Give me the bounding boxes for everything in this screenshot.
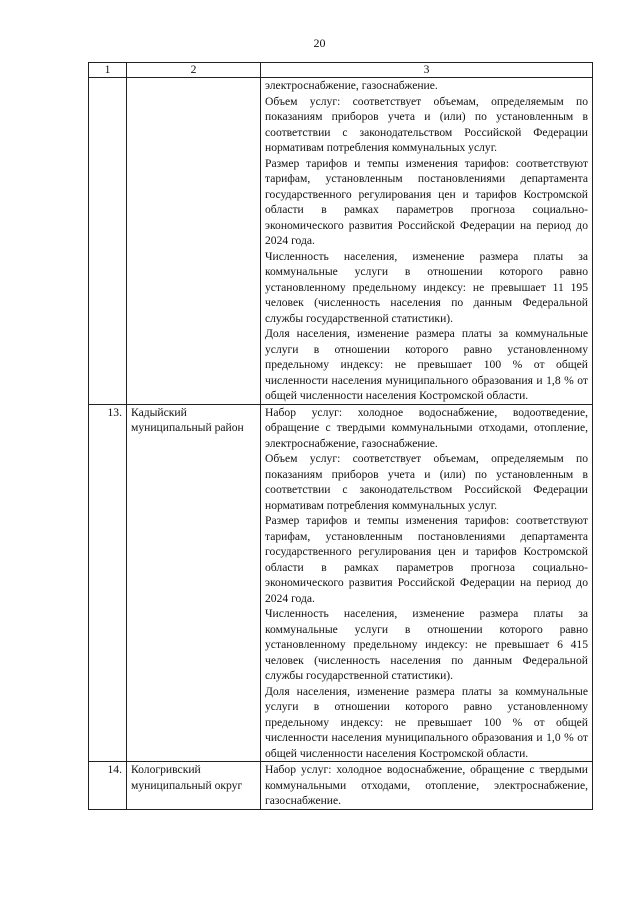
services-description — [261, 404, 593, 762]
row-number — [89, 78, 127, 405]
table-row-13 — [89, 404, 593, 762]
services-description — [261, 78, 593, 405]
table-row-continued — [89, 78, 593, 405]
column-header-1: 1 — [89, 63, 127, 78]
table-header-row — [89, 63, 593, 78]
services-paragraph: Размер тарифов и темпы изменения тарифов: соответствуют тарифам, установленным постановлениями департамента государственного регулирования цен и тарифов Костромской области в рамках параметров прогноза социально-экономического развития Российской Федерации на период до 2024 года. — [265, 514, 588, 605]
row-number: 13. — [89, 404, 127, 762]
row-number: 14. — [89, 762, 127, 810]
page-number: 20 — [313, 36, 326, 50]
services-description — [261, 762, 593, 810]
services-paragraph: электроснабжение, газоснабжение. — [265, 79, 438, 92]
services-paragraph: Размер тарифов и темпы изменения тарифов: соответствуют тарифам, установленным постановлениями департамента государственного регулирования цен и тарифов Костромской области в рамках параметров прогноза социально-экономического развития Российской Федерации на период до 2024 года. — [265, 156, 588, 247]
column-header-2: 2 — [127, 63, 261, 78]
services-paragraph: Набор услуг: холодное водоснабжение, обращение с твердыми коммунальными отходами, отопление, электроснабжение, газоснабжение. — [265, 763, 588, 807]
services-paragraph: Доля населения, изменение размера платы за коммунальные услуги в отношении которого равно установленному предельному индексу: не превышает 100 % от общей численности населения муниципального образования и 1,8 % от общей численности населения Костромской области. — [265, 327, 588, 402]
municipality-name: Кологривский муниципальный округ — [127, 762, 261, 810]
services-paragraph: Объем услуг: соответствует объемам, определяемым по показаниям приборов учета и (или) по установленным в соответствии с законодательством Российской Федерации нормативам потребления коммунальных услуг. — [265, 94, 588, 154]
table-row-14 — [89, 762, 593, 810]
column-header-3: 3 — [261, 63, 593, 78]
services-paragraph: Численность населения, изменение размера платы за коммунальные услуги в отношении которого равно установленному предельному индексу: не превышает 11 195 человек (численность населения по данным Федеральной службы государственной статистики). — [265, 249, 588, 325]
municipality-name — [127, 78, 261, 405]
municipality-name: Кадыйский муниципальный район — [127, 404, 261, 762]
services-paragraph: Доля населения, изменение размера платы за коммунальные услуги в отношении которого равно установленному предельному индексу: не превышает 100 % от общей численности населения муниципального образования и 1,0 % от общей численности населения Костромской области. — [265, 684, 588, 760]
municipalities-table — [88, 62, 593, 810]
services-paragraph: Численность населения, изменение размера платы за коммунальные услуги в отношении которого равно установленному предельному индексу: не превышает 6 415 человек (численность населения по данным Федеральной службы государственной статистики). — [265, 607, 588, 682]
services-paragraph: Набор услуг: холодное водоснабжение, водоотведение, обращение с твердыми коммунальными отходами, отопление, электроснабжение, газоснабжение. — [265, 405, 588, 450]
services-paragraph: Объем услуг: соответствует объемам, определяемым по показаниям приборов учета и (или) по установленным в соответствии с законодательством Российской Федерации нормативам потребления коммунальных услуг. — [265, 452, 588, 512]
